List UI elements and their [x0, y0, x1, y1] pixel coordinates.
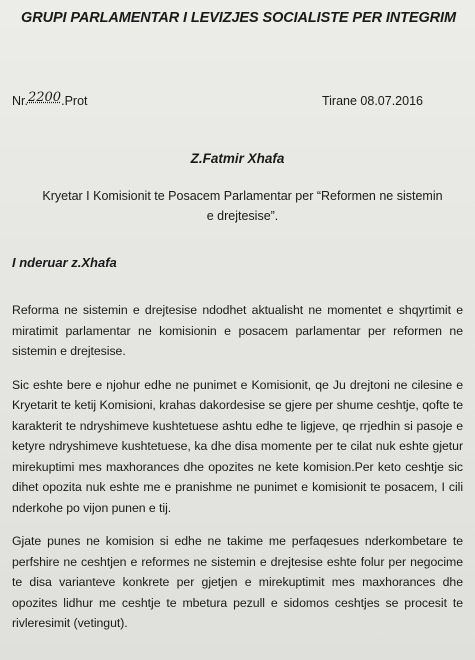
recipient-role: Kryetar I Komisionit te Posacem Parlamentar per “Reformen ne sistemin e drejtesise”.: [42, 189, 443, 223]
salutation: I nderuar z.Xhafa: [12, 255, 117, 270]
protocol-number: Nr.2200.Prot: [12, 90, 88, 108]
paragraph: Gjate punes ne komision si edhe ne takime me perfaqesues nderkombetare te perfshire ne ceshtjen e reformes ne sistemin e drejtesise eshte folur per negocime te disa varianteve konkrete per gjetjen e mirekuptimit mes maxhorances dhe opozites lidhur me ceshtje te mbetura pezull e sidomos ceshtjes se procesit te rivleresimit (vetingut).: [12, 534, 463, 630]
protocol-handwritten-number: 2200: [27, 90, 62, 105]
paragraph: Reforma ne sistemin e drejtesise ndodhet aktualisht ne momentet e shqyrtimit e miratimit parlamentar ne komisionin e posacem parlamentar per reformen ne sistemin e drejtesise.: [12, 303, 463, 358]
letterhead-title: GRUPI PARLAMENTAR I LEVIZJES SOCIALISTE PER INTEGRIM: [21, 10, 456, 26]
letter-body: [12, 300, 463, 647]
protocol-suffix: Prot: [64, 94, 88, 108]
paragraph: Sic eshte bere e njohur edhe ne punimet e Komisionit, qe Ju drejtoni ne cilesine e Kryetarit te ketij Komisioni, krahas dakordesise se gjere per shume ceshtje, qofte te karakterit te ndryshimeve kushtetuese ashtu edhe te ligjeve, qe rrjedhin si pasoje e ketyre ndryshimeve kushtetuese, ka dhe disa momente per te cilat nuk eshte gjetur mirekuptimi mes maxhorances dhe opozites ne kete komision.Per keto ceshtje sic dihet opozita nuk eshte me e pranishme ne punimet e komisionit te posacem, I cili nderkohe po vijon punen e tij.: [12, 377, 463, 515]
meta-row: [12, 90, 423, 109]
protocol-prefix: Nr: [12, 94, 25, 108]
place-date: Tirane 08.07.2016: [321, 94, 423, 108]
recipient-name: Z.Fatmir Xhafa: [190, 151, 285, 166]
